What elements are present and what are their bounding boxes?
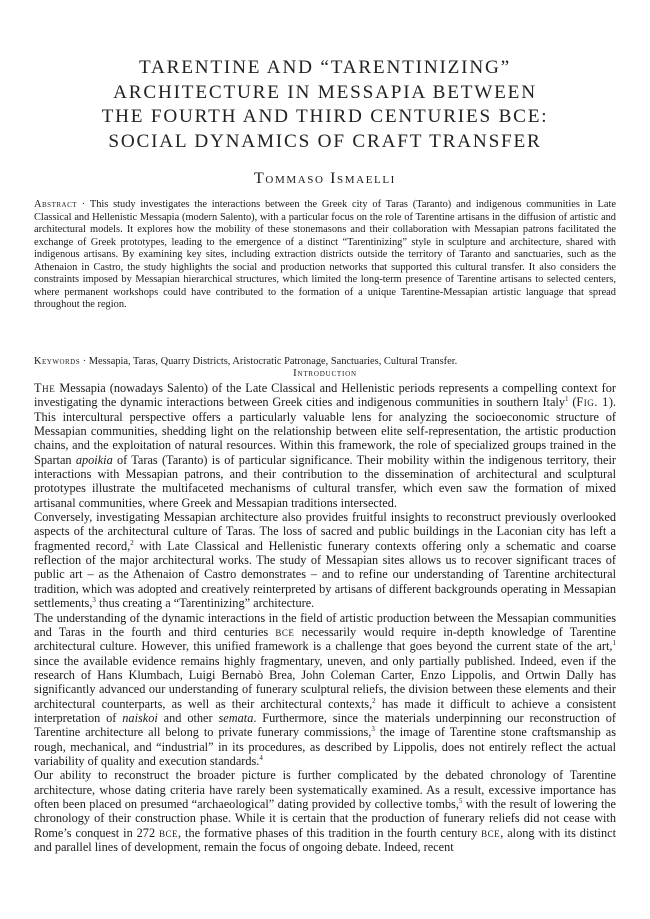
footnote-ref[interactable]: 1 (612, 639, 616, 648)
text-run: Messapia (nowadays Salento) of the Late Classical and Hellenistic periods represents a compelling context for investigating the dynamic interactions between Greek cities and indigenous communities in southern Italy (34, 381, 616, 410)
footnote-ref[interactable]: 2 (130, 538, 134, 547)
title-line: SOCIAL DYNAMICS OF CRAFT TRANSFER (108, 130, 542, 152)
text-run: with Late Classical and Hellenistic funerary contexts offering only a schematic and coarse reflection of the major architectural works. The study of Messapian sites allows us to recover significant traces of public art – as the Athenaion of Castro demonstrates – and to refine our understanding of Tarentine architectural tradition, which was adopted and creatively reinterpreted by artisans of different backgrounds operating in Messapian settlements, (34, 538, 616, 611)
body-text (34, 381, 616, 854)
paragraph-2 (34, 510, 616, 610)
title-line: TARENTINE AND “TARENTINIZING” (138, 57, 512, 78)
abstract-text: This study investigates the interactions between the Greek city of Taras (Taranto) and indigenous communities in Late Classical and Hellenistic Messapia (modern Salento), with a particular focus on the role of Tarentine artisans in the diffusion of artistic and architectural models. It explores how the mobility of these stonemasons and their collaboration with Messapian patrons facilitated the exchange of Greek prototypes, leading to the emergence of a distinct “Tarentinizing” style in sculpture and architecture, shared with indigenous artisans. By examining key sites, including extraction districts outside the territory of Taranto and sanctuaries, such as the Athenaion in Castro, the study highlights the social and production networks that supported this cultural transfer. It also considers the constraints imposed by Messapian hierarchical structures, which limited the long-term presence of Tarentine artisans to selected centers, where permanent workshops could have contributed to the formation of a unique Tarentine-Messapian artistic language that spread throughout the region. (34, 199, 616, 310)
text-run: , along with its distinct and parallel lines of development, remain the focus of ongoing debate. Indeed, recent (34, 825, 616, 854)
keywords (34, 356, 616, 369)
era-abbrev: bce (159, 825, 179, 840)
keywords-separator: · (80, 356, 89, 367)
abstract-separator: · (77, 199, 90, 210)
title-line: ARCHITECTURE IN MESSAPIA BETWEEN (113, 81, 537, 103)
title-line: THE FOURTH AND THIRD CENTURIES BCE: (101, 106, 549, 127)
footnote-ref[interactable]: 3 (371, 725, 375, 734)
keywords-text: Messapia, Taras, Quarry Districts, Aristocratic Patronage, Sanctuaries, Cultural Transfer. (88, 356, 458, 367)
section-heading-introduction: Introduction (293, 368, 357, 379)
text-run: thus creating a “Tarentinizing” architecture. (95, 596, 315, 611)
text-run: of Taras (Taranto) is of particular significance. Their mobility within the indigenous territory, their interactions with Messapian patrons, and their contribution to the dissemination of architectural and sculptural prototypes illustrate the multifaceted mechanisms of cultural transfer, which even saw the formation of mixed artisanal communities, where Greek and Messapian traditions intersected. (34, 452, 616, 510)
text-run: since the available evidence remains highly fragmentary, uneven, and only partially published. Indeed, even if the research of Hans Klumbach, Luigi Bernabò Brea, John Coleman Carter, Enzo Lippolis, and Ortwin Dally has significantly advanced our understanding of funerary sculptural reliefs, the division between these elements and their architectural counterparts, as well as their architectural contexts, (34, 653, 616, 711)
footnote-ref[interactable]: 4 (259, 753, 263, 762)
abstract (34, 199, 616, 312)
paper-title (60, 56, 590, 154)
text-run: necessarily would require in-depth knowledge of Tarentine architectural culture. However, this unified framework is a challenge that goes beyond the current state of the art, (34, 624, 616, 654)
era-abbrev: bce (481, 825, 501, 840)
era-abbrev: bce (275, 624, 295, 639)
abstract-label: Abstract (34, 199, 78, 210)
author-name: Tommaso Ismaelli (254, 170, 396, 187)
text-run: has made it difficult to achieve a consistent interpretation of (34, 696, 616, 725)
text-run: ( (568, 395, 577, 410)
figure-ref[interactable]: Fig. 1 (576, 395, 609, 410)
text-run: ). This intercultural perspective offers a particularly valuable lens for analyzing the socioeconomic structure of Messapian communities, shedding light on the relationship between elite self-representation, the artistic production chains, and the exploitation of natural resources. Within this framework, the role of specialized groups trained in the Spartan (34, 395, 616, 467)
footnote-ref[interactable]: 3 (92, 596, 96, 605)
lead-word: The (34, 381, 56, 395)
italic-term: naiskoi (122, 710, 158, 725)
footnote-ref[interactable]: 2 (372, 696, 376, 705)
text-run: . Furthermore, since the materials underpinning our reconstruction of Tarentine architecture all belong to private funerary commissions, (34, 710, 616, 740)
text-run: with the result of lowering the chronology of their construction phase. While it is certain that the production of funerary reliefs did not cease with Rome’s conquest in 272 (34, 796, 616, 840)
text-run: the image of Tarentine stone craftsmanship as rough, mechanical, and “industrial” in its procedures, as described by Lippolis, does not entirely reflect the actual variability of quality and execution standards. (34, 725, 616, 768)
footnote-ref[interactable]: 1 (564, 395, 569, 404)
italic-term: apoikia (75, 452, 113, 467)
italic-term: semata (218, 710, 254, 725)
keywords-label: Keywords (34, 356, 81, 367)
text-run: , the formative phases of this tradition in the fourth century (178, 825, 482, 840)
text-run: The understanding of the dynamic interactions in the field of artistic production between the Messapian communities and Taras in the fourth and third centuries (34, 610, 616, 639)
paragraph-3 (34, 611, 616, 769)
text-run: Our ability to reconstruct the broader picture is further complicated by the debated chronology of Tarentine architecture, whose dating criteria have rarely been systematically examined. As a result, excessive importance has often been placed on presumed “archaeological” dating provided by collective tombs, (34, 768, 616, 811)
paragraph-4 (34, 768, 616, 854)
text-run: and other (157, 710, 219, 725)
paragraph-1 (34, 381, 616, 510)
footnote-ref[interactable]: 5 (458, 796, 463, 805)
text-run: Conversely, investigating Messapian architecture also provides fruitful insights to reconstruct previously overlooked aspects of the architectural culture of Taras. The loss of sacred and public buildings in the Laconian city has left a fragmented record, (34, 510, 616, 553)
